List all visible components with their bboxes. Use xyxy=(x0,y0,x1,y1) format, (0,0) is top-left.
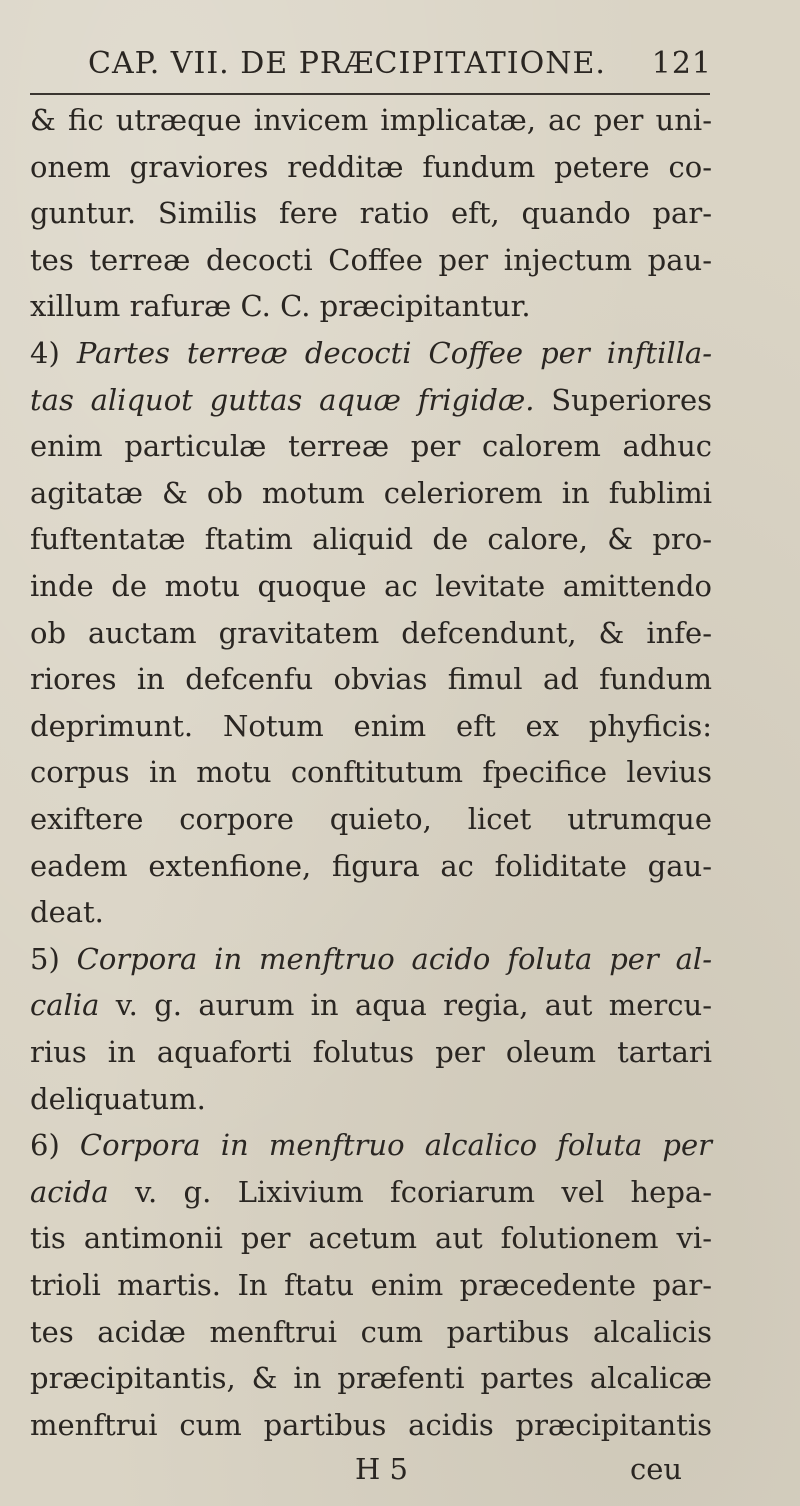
text-line xyxy=(30,1405,712,1445)
text-line xyxy=(30,380,712,420)
text-line xyxy=(30,1358,712,1398)
text-segment: & fic utræque invicem implicatæ, ac per uni- xyxy=(30,103,712,137)
text-segment: 6) xyxy=(30,1128,80,1163)
text-segment: fuftentatæ ftatim aliquid de calore, & pro- xyxy=(30,522,712,557)
text-line xyxy=(30,1265,712,1305)
italic-segment: tas aliquot guttas aquæ frigidæ. xyxy=(30,382,535,417)
text-segment: riores in defcenfu obvias fimul ad fundum xyxy=(30,662,712,697)
text-segment: inde de motu quoque ac levitate amittendo xyxy=(30,569,712,603)
text-line xyxy=(30,1032,712,1072)
text-segment: Superiores xyxy=(534,382,712,417)
text-segment: guntur. Similis fere ratio eft, quando par- xyxy=(30,196,712,231)
text-segment: 4) xyxy=(30,336,77,370)
text-segment: deat. xyxy=(30,895,104,930)
text-line xyxy=(30,1079,712,1119)
text-line xyxy=(30,1312,712,1352)
text-segment: corpus in motu conftitutum fpecifice levius xyxy=(30,755,712,790)
text-line xyxy=(30,519,712,559)
text-line xyxy=(30,240,712,280)
italic-segment: Corpora in menftruo acido foluta per al- xyxy=(76,941,712,976)
text-line xyxy=(30,147,712,187)
text-segment: menftrui cum partibus acidis præcipitantis xyxy=(30,1407,712,1442)
signature-mark: H 5 xyxy=(355,1452,408,1486)
text-line xyxy=(30,193,712,233)
text-line xyxy=(30,100,712,140)
text-line xyxy=(30,613,712,653)
text-line xyxy=(30,1172,712,1212)
catchword: ceu xyxy=(630,1452,683,1486)
text-segment: eadem extenfione, figura ac foliditate gau- xyxy=(30,848,712,883)
text-line xyxy=(30,706,712,746)
page-footer xyxy=(0,1452,800,1492)
italic-segment: acida xyxy=(30,1174,109,1209)
italic-segment: Partes terreæ decocti Coffee per inftilla- xyxy=(76,336,712,370)
text-segment: ob auctam gravitatem defcendunt, & infe- xyxy=(30,615,712,650)
text-line xyxy=(30,846,712,886)
text-line xyxy=(30,426,712,466)
text-line xyxy=(30,892,712,932)
text-segment: xillum rafuræ C. C. præcipitantur. xyxy=(30,289,531,324)
text-line xyxy=(30,799,712,839)
text-segment: trioli martis. In ftatu enim præcedente par- xyxy=(30,1268,712,1302)
text-line xyxy=(30,1218,712,1258)
text-segment: v. g. aurum in aqua regia, aut mercu- xyxy=(99,988,712,1023)
running-header xyxy=(88,40,712,92)
text-line xyxy=(30,939,712,979)
text-segment: enim particulæ terreæ per calorem adhuc xyxy=(30,429,712,464)
text-line xyxy=(30,752,712,792)
text-line xyxy=(30,566,712,606)
text-segment: præcipitantis, & in præfenti partes alcalicæ xyxy=(30,1361,712,1396)
text-segment: tis antimonii per acetum aut folutionem vi- xyxy=(30,1221,712,1256)
text-segment: 5) xyxy=(30,941,77,976)
text-line xyxy=(30,286,712,326)
text-line xyxy=(30,1125,712,1165)
text-segment: deprimunt. Notum enim eft ex phyficis: xyxy=(30,708,712,743)
text-line xyxy=(30,333,712,373)
text-segment: v. g. Lixivium fcoriarum vel hepa- xyxy=(108,1174,712,1209)
running-title: CAP. VII. DE PRÆCIPITATIONE. xyxy=(88,46,606,81)
italic-segment: calia xyxy=(30,988,100,1023)
text-segment: onem graviores redditæ fundum petere co- xyxy=(30,149,712,184)
text-line xyxy=(30,473,712,513)
text-segment: agitatæ & ob motum celeriorem in fublimi xyxy=(30,475,712,510)
page-number: 121 xyxy=(651,46,712,81)
text-segment: exiftere corpore quieto, licet utrumque xyxy=(30,802,712,836)
italic-segment: Corpora in menftruo alcalico foluta per xyxy=(79,1128,712,1163)
text-segment: deliquatum. xyxy=(30,1081,206,1116)
text-line xyxy=(30,985,712,1025)
text-line xyxy=(30,659,712,699)
header-rule xyxy=(30,93,710,95)
text-segment: tes terreæ decocti Coffee per injectum pau- xyxy=(30,242,712,277)
text-segment: rius in aquaforti folutus per oleum tartari xyxy=(30,1035,712,1069)
text-segment: tes acidæ menftrui cum partibus alcalicis xyxy=(30,1314,712,1349)
